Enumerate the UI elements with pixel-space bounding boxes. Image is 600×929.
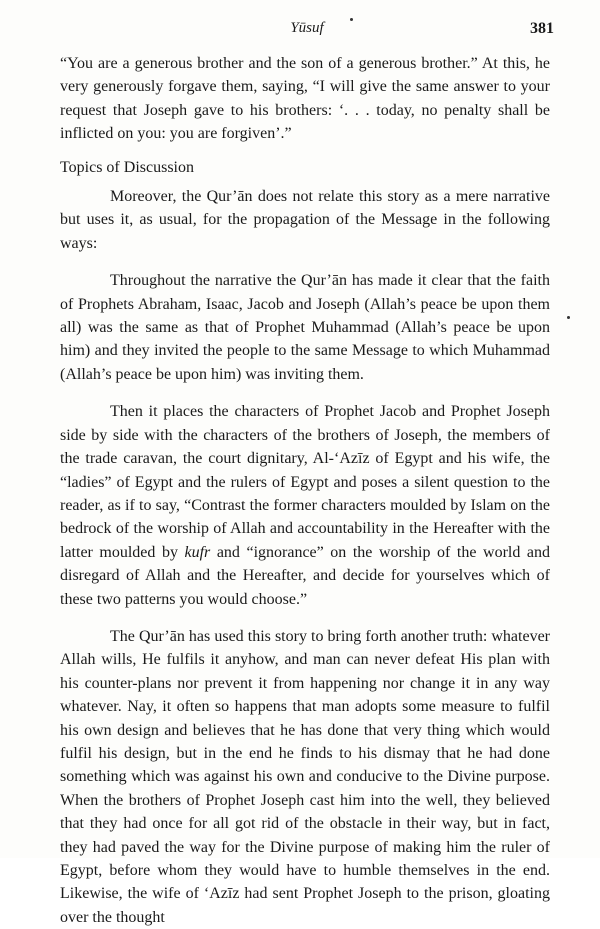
section-heading: Topics of Discussion [60, 158, 194, 176]
paragraph: Throughout the narrative the Qur’ān has made it clear that the faith of Prophets Abraham, Isaac, Jacob and Joseph (Allah’s peace be upon them all) was the same as that of Prophet Muhammad (Allah’s peace be upon him) and they invited the people to the same Message to which Muhammad (Allah’s peace be upon him) was inviting them. [60, 272, 550, 383]
print-speck [350, 18, 353, 21]
body-text [60, 52, 550, 929]
paragraph-text: and “ignorance” on the worship of the world and disregard of Allah and the Hereafter, and decide for yourselves which of these two patterns you would choose.” [60, 543, 550, 608]
page-header [60, 20, 554, 44]
page-number: 381 [530, 20, 554, 37]
paragraph: The Qur’ān has used this story to bring forth another truth: whatever Allah wills, He fulfils it anyhow, and man can never defeat His plan with his counter-plans nor prevent it from happening nor change it in any way whatever. Nay, it often so happens that man adopts some measure to fulfil his own design and believes that he has done that very thing which would fulfil his design, but in the end he finds to his dismay that he had done something which was against his own and conducive to the Divine purpose. When the brothers of Prophet Joseph cast him into the well, they believed that they had once for all got rid of the obstacle in their way, but in fact, they had paved the way for the Divine purpose of making him the ruler of Egypt, before whom they would have to humble themselves in the end. Likewise, the wife of ‘Azīz had sent Prophet Joseph to the prison, gloating over the thought [60, 627, 550, 926]
running-title: Yūsuf [290, 20, 324, 36]
paragraph [60, 400, 550, 611]
paragraph: Moreover, the Qur’ān does not relate this story as a mere narrative but uses it, as usual, for the propagation of the Message in the following ways: [60, 188, 550, 252]
paragraph-text: Then it places the characters of Prophet Jacob and Prophet Joseph side by side with the characters of the brothers of Joseph, the members of the trade caravan, the court dignitary, Al-‘Azīz of Egypt and his wife, the “ladies” of Egypt and the rulers of Egypt and poses a silent question to the reader, as if to say, “Contrast the former characters moulded by Islam on the bedrock of the worship of Allah and accountability in the Hereafter with the latter moulded by [60, 403, 550, 561]
paragraph-continuation: “You are a generous brother and the son of a generous brother.” At this, he very generously forgave them, saying, “I will give the same answer to your request that Joseph gave to his brothers: ‘. . . today, no penalty shall be inflicted on you: you are forgiven’.” [60, 55, 550, 143]
print-speck [567, 316, 570, 319]
italic-term: kufr [184, 543, 211, 561]
